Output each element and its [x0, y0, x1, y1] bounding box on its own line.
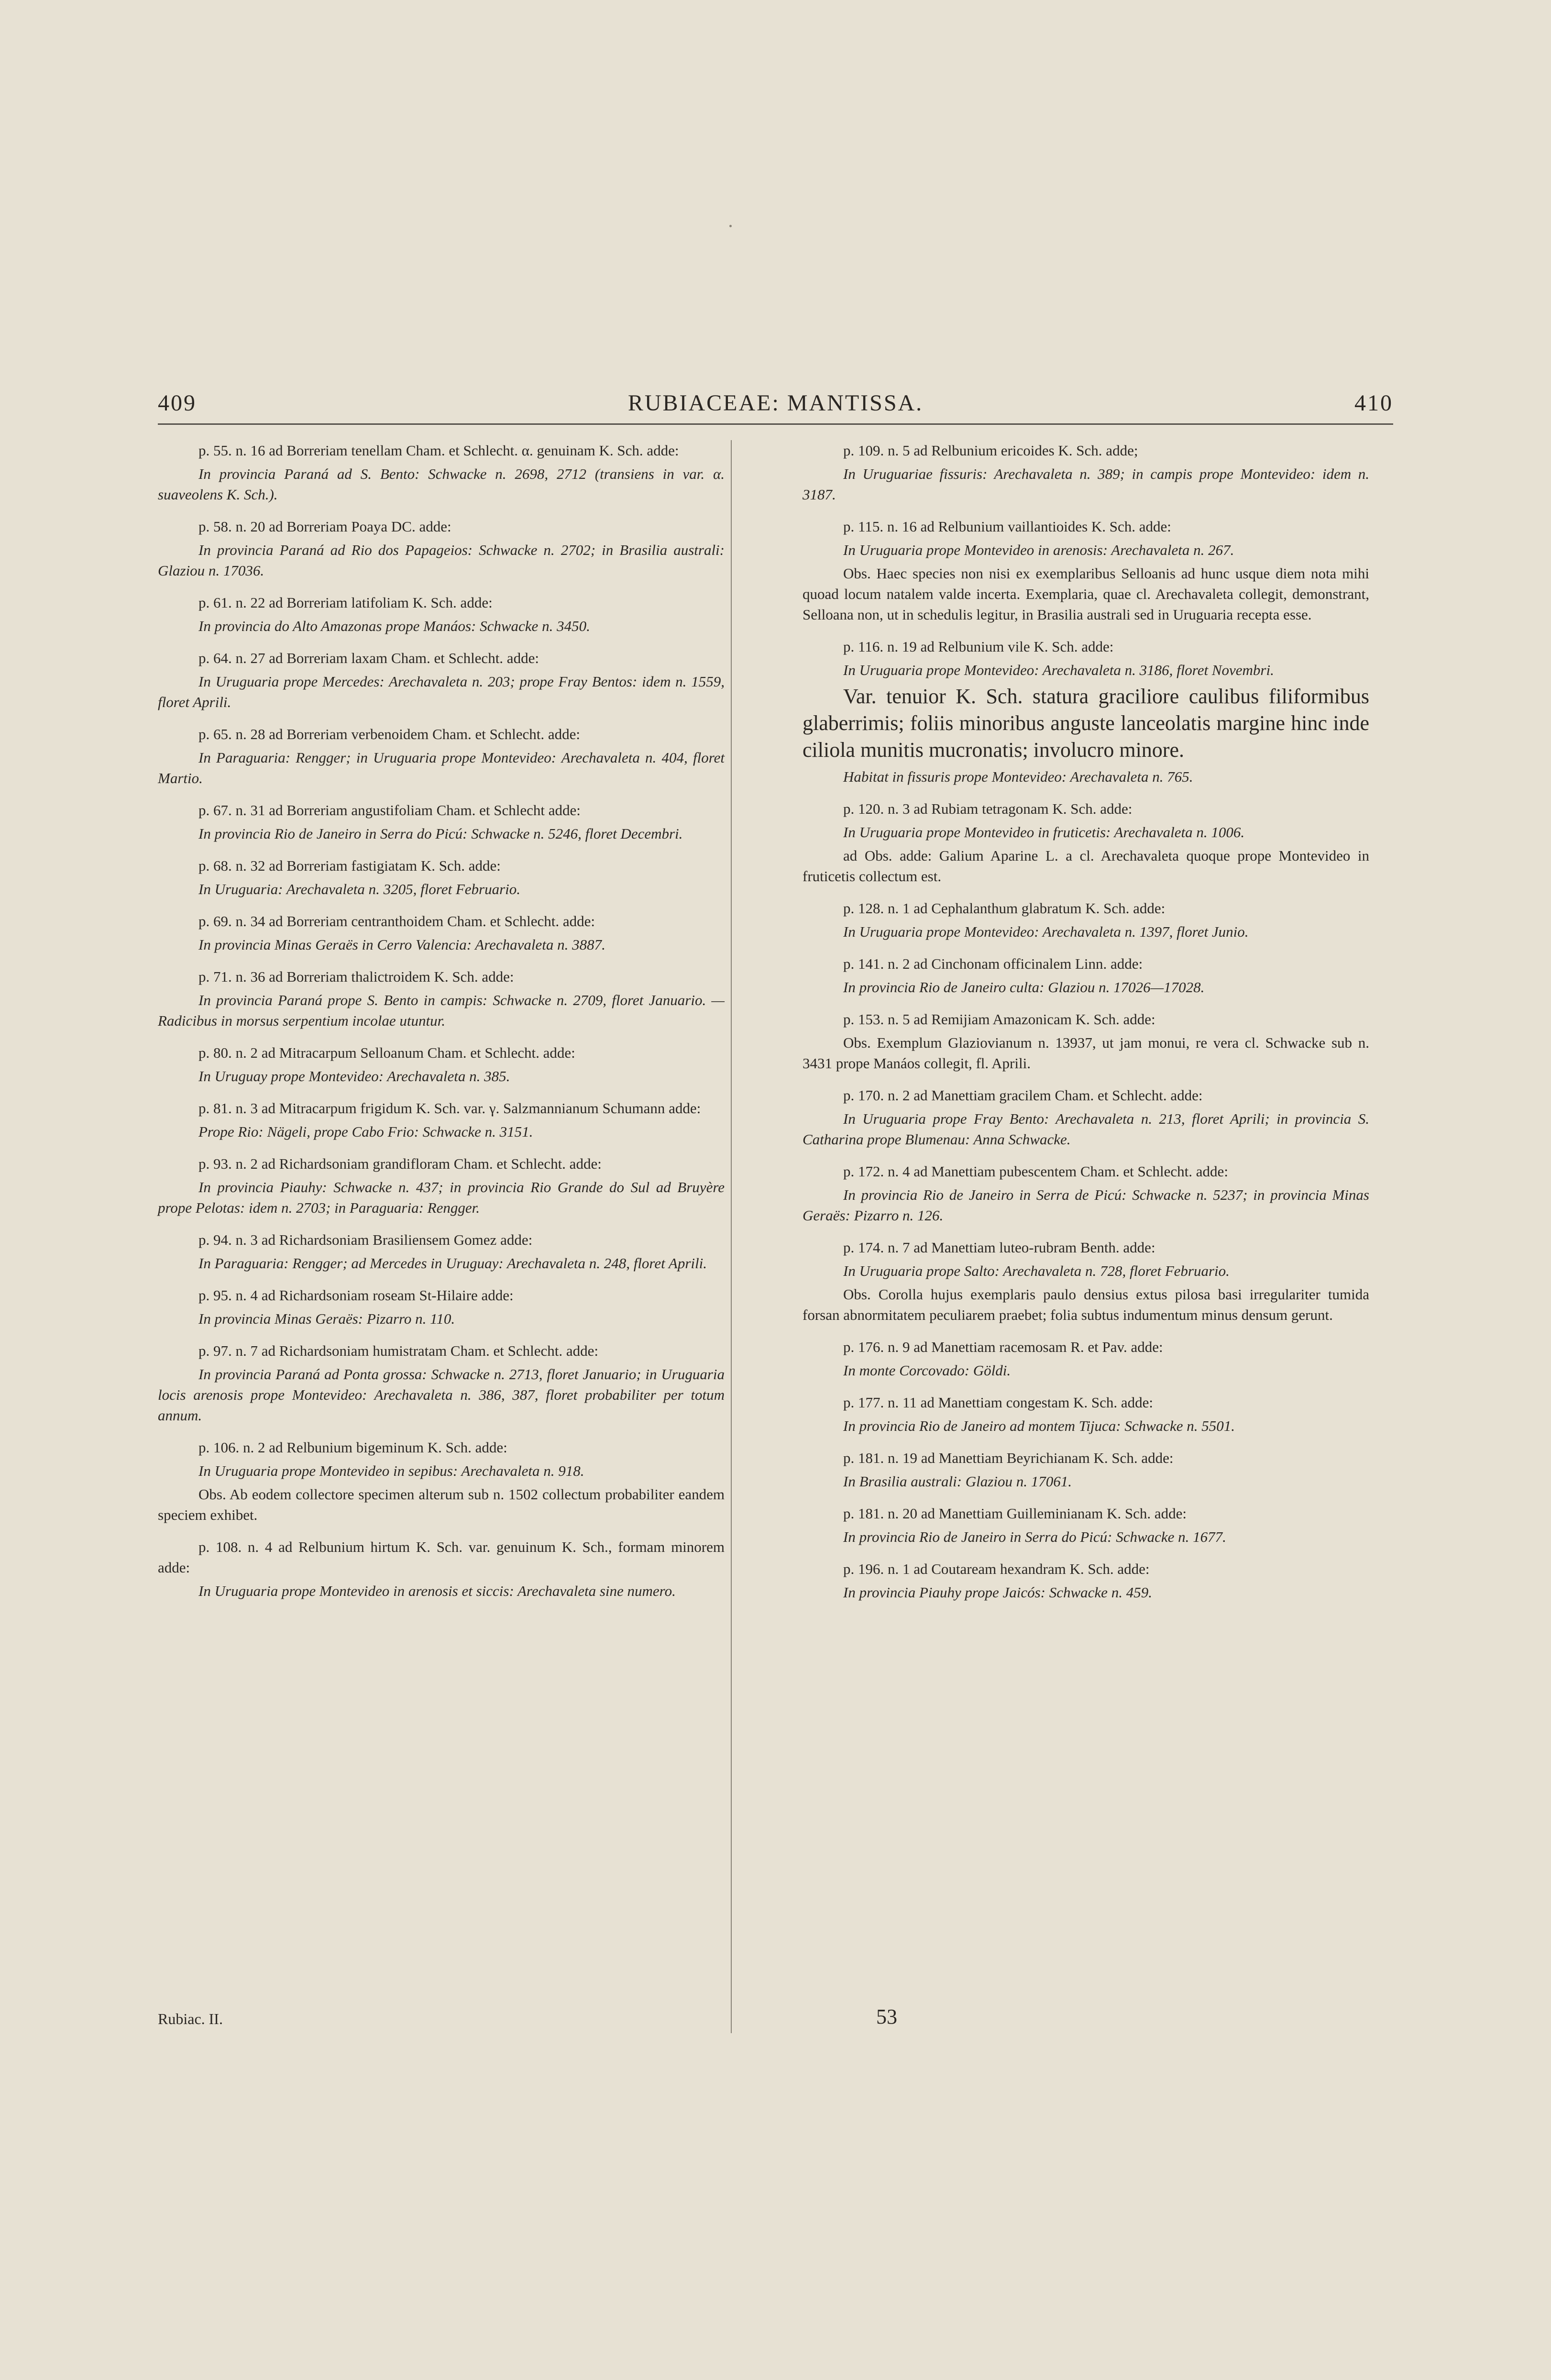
column-divider	[731, 440, 732, 2033]
page-header	[158, 390, 1393, 423]
entry-locality: In provincia Minas Geraës in Cerro Valencia: Arechavaleta n. 3887.	[198, 936, 605, 953]
entry-locality: In provincia Rio de Janeiro in Serra do Picú: Schwacke n. 1677.	[843, 1528, 1226, 1545]
entry-reference: p. 109. n. 5 ad Relbunium ericoides K. Sch. adde;	[843, 442, 1138, 459]
addendum-entry	[158, 855, 725, 899]
left-column	[158, 440, 725, 1613]
addendum-entry	[803, 1448, 1369, 1492]
entry-locality: In provincia Rio de Janeiro in Serra do Picú: Schwacke n. 5246, floret Decembri.	[198, 825, 683, 842]
addendum-entry	[158, 648, 725, 712]
entry-observation: Obs. Haec species non nisi ex exemplaribus Selloanis ad hunc usque diem nota mihi quoad locum natalem valde incerta. Exemplaria, quae cl. Arechavaleta collegit, demonstrant, Selloana non, ut in schedulis legitur, in Brasilia australi sed in Uruguaria recepta esse.	[803, 565, 1369, 623]
entry-habitat: Habitat in fissuris prope Montevideo: Arechavaleta n. 765.	[843, 768, 1193, 785]
entry-locality: In provincia Paraná prope S. Bento in campis: Schwacke n. 2709, floret Januario. — Radicibus in morsus serpentium incolae utuntur.	[158, 992, 725, 1029]
addendum-entry	[803, 898, 1369, 942]
entry-locality: In Brasilia australi: Glaziou n. 17061.	[843, 1473, 1072, 1490]
entry-reference: p. 153. n. 5 ad Remijiam Amazonicam K. Sch. adde:	[843, 1011, 1155, 1028]
page-number-left: 409	[158, 390, 197, 416]
addendum-entry	[158, 1285, 725, 1329]
entry-observation: Obs. Corolla hujus exemplaris paulo densius extus pilosa basi irregulariter tumida forsan abnormitatem peculiarem praebet; folia subtus indumentum minus densum gerunt.	[803, 1286, 1369, 1323]
addendum-entry	[803, 1009, 1369, 1074]
entry-locality: In Uruguaria prope Montevideo in arenosis: Arechavaleta n. 267.	[843, 542, 1234, 558]
entry-locality: In provincia Paraná ad Rio dos Papageios: Schwacke n. 2702; in Brasilia australi: Glaziou n. 17036.	[158, 542, 725, 579]
entry-reference: p. 81. n. 3 ad Mitracarpum frigidum K. Sch. var. γ. Salzmannianum Schumann adde:	[198, 1100, 701, 1117]
addendum-entry	[158, 1537, 725, 1601]
entry-observation: Obs. Ab eodem collectore specimen alterum sub n. 1502 collectum probabiliter eandem speciem exhibet.	[158, 1486, 725, 1523]
addendum-entry	[158, 1229, 725, 1273]
entry-reference: p. 80. n. 2 ad Mitracarpum Selloanum Cham. et Schlecht. adde:	[198, 1044, 575, 1061]
entry-locality: In Uruguaria prope Salto: Arechavaleta n. 728, floret Februario.	[843, 1262, 1230, 1279]
entry-reference: p. 128. n. 1 ad Cephalanthum glabratum K. Sch. adde:	[843, 900, 1166, 917]
entry-locality: In Uruguay prope Montevideo: Arechavaleta n. 385.	[198, 1068, 510, 1085]
addendum-entry	[158, 966, 725, 1031]
entry-reference: p. 170. n. 2 ad Manettiam gracilem Cham. et Schlecht. adde:	[843, 1087, 1203, 1104]
entry-observation: Obs. Exemplum Glaziovianum n. 13937, ut jam monui, re vera cl. Schwacke sub n. 3431 prope Manáos collegit, fl. Aprili.	[803, 1034, 1369, 1072]
addendum-entry	[803, 1237, 1369, 1325]
entry-locality: In provincia Piauhy prope Jaicós: Schwacke n. 459.	[843, 1584, 1152, 1601]
addendum-entry	[803, 636, 1369, 787]
entry-locality: In provincia do Alto Amazonas prope Manáos: Schwacke n. 3450.	[198, 618, 590, 634]
addendum-entry	[803, 1161, 1369, 1226]
entry-locality: In Uruguaria prope Montevideo: Arechavaleta n. 1397, floret Junio.	[843, 923, 1249, 940]
header-rule	[158, 423, 1393, 425]
addendum-entry	[803, 953, 1369, 997]
entry-locality: Prope Rio: Nägeli, prope Cabo Frio: Schwacke n. 3151.	[198, 1123, 533, 1140]
entry-locality: In provincia Rio de Janeiro in Serra de Picú: Schwacke n. 5237; in provincia Minas Geraës: Pizarro n. 126.	[803, 1186, 1369, 1224]
running-title: RUBIACEAE: MANTISSA.	[627, 390, 924, 416]
entry-reference: p. 55. n. 16 ad Borreriam tenellam Cham. et Schlecht. α. genuinam K. Sch. adde:	[198, 442, 679, 459]
addendum-entry	[158, 1042, 725, 1086]
entry-reference: p. 71. n. 36 ad Borreriam thalictroidem K. Sch. adde:	[198, 968, 514, 985]
entry-reference: p. 141. n. 2 ad Cinchonam officinalem Linn. adde:	[843, 955, 1143, 972]
entry-locality: In provincia Piauhy: Schwacke n. 437; in provincia Rio Grande do Sul ad Bruyère prope Pelotas: idem n. 2703; in Paraguaria: Rengger.	[158, 1179, 725, 1216]
bottom-left-label: Rubiac. II.	[158, 2010, 223, 2027]
entry-reference: p. 181. n. 20 ad Manettiam Guilleminianam K. Sch. adde:	[843, 1505, 1187, 1522]
paper-speck	[729, 225, 732, 227]
addendum-entry	[803, 1559, 1369, 1603]
entry-reference: p. 65. n. 28 ad Borreriam verbenoidem Cham. et Schlecht. adde:	[198, 726, 581, 742]
entry-reference: p. 108. n. 4 ad Relbunium hirtum K. Sch. var. genuinum K. Sch., formam minorem adde:	[158, 1539, 725, 1576]
addendum-entry	[803, 798, 1369, 886]
addendum-entry	[158, 1153, 725, 1218]
addendum-entry	[158, 724, 725, 788]
entry-locality: In Uruguaria prope Montevideo in sepibus: Arechavaleta n. 918.	[198, 1462, 584, 1479]
addendum-entry	[158, 1437, 725, 1525]
addendum-entry	[158, 516, 725, 581]
right-column	[803, 440, 1369, 1614]
entry-locality: In Uruguaria prope Montevideo in fruticetis: Arechavaleta n. 1006.	[843, 824, 1245, 841]
addendum-entry	[803, 1337, 1369, 1381]
entry-reference: p. 68. n. 32 ad Borreriam fastigiatam K. Sch. adde:	[198, 857, 501, 874]
entry-locality: In provincia Paraná ad Ponta grossa: Schwacke n. 2713, floret Januario; in Uruguaria locis arenosis prope Montevideo: Arechavaleta n. 386, 387, floret probabiliter per totum annum.	[158, 1366, 725, 1424]
addendum-entry	[803, 516, 1369, 625]
entry-locality: In Uruguariae fissuris: Arechavaleta n. 389; in campis prope Montevideo: idem n. 3187.	[803, 465, 1369, 503]
entry-locality: In provincia Rio de Janeiro ad montem Tijuca: Schwacke n. 5501.	[843, 1417, 1235, 1434]
entry-reference: p. 95. n. 4 ad Richardsoniam roseam St-Hilaire adde:	[198, 1287, 514, 1304]
entry-reference: p. 106. n. 2 ad Relbunium bigeminum K. Sch. adde:	[198, 1439, 507, 1456]
entry-locality: In Paraguaria: Rengger; in Uruguaria prope Montevideo: Arechavaleta n. 404, floret Martio.	[158, 749, 725, 786]
entry-reference: p. 177. n. 11 ad Manettiam congestam K. Sch. adde:	[843, 1394, 1153, 1411]
addendum-entry	[158, 1098, 725, 1142]
entry-locality: In Uruguaria prope Montevideo in arenosis et siccis: Arechavaleta sine numero.	[198, 1583, 676, 1599]
addendum-entry	[158, 800, 725, 844]
addendum-entry	[803, 1085, 1369, 1150]
entry-locality: In Uruguaria prope Fray Bento: Arechavaleta n. 213, floret Aprili; in provincia S. Catharina prope Blumenau: Anna Schwacke.	[803, 1110, 1369, 1148]
entry-reference: p. 174. n. 7 ad Manettiam luteo-rubram Benth. adde:	[843, 1239, 1155, 1256]
entry-locality: In Paraguaria: Rengger; ad Mercedes in Uruguay: Arechavaleta n. 248, floret Aprili.	[198, 1255, 707, 1272]
entry-reference: p. 69. n. 34 ad Borreriam centranthoidem Cham. et Schlecht. adde:	[198, 913, 595, 930]
page-number-right: 410	[1354, 390, 1393, 416]
entry-reference: p. 67. n. 31 ad Borreriam angustifoliam Cham. et Schlecht adde:	[198, 802, 581, 819]
entry-locality: In Uruguaria prope Mercedes: Arechavaleta n. 203; prope Fray Bentos: idem n. 1559, floret Aprili.	[158, 673, 725, 710]
addendum-entry	[803, 440, 1369, 505]
entry-reference: p. 115. n. 16 ad Relbunium vaillantioides K. Sch. adde:	[843, 518, 1171, 535]
addendum-entry	[158, 1340, 725, 1426]
entry-reference: p. 58. n. 20 ad Borreriam Poaya DC. adde:	[198, 518, 451, 535]
entry-reference: p. 61. n. 22 ad Borreriam latifoliam K. Sch. adde:	[198, 594, 493, 611]
entry-locality: In Uruguaria prope Montevideo: Arechavaleta n. 3186, floret Novembri.	[843, 662, 1274, 678]
entry-reference: p. 97. n. 7 ad Richardsoniam humistratam Cham. et Schlecht. adde:	[198, 1342, 598, 1359]
entry-reference: p. 172. n. 4 ad Manettiam pubescentem Cham. et Schlecht. adde:	[843, 1163, 1228, 1180]
entry-reference: p. 120. n. 3 ad Rubiam tetragonam K. Sch. adde:	[843, 800, 1133, 817]
entry-locality: In provincia Rio de Janeiro culta: Glaziou n. 17026—17028.	[843, 979, 1205, 996]
addendum-entry	[158, 592, 725, 636]
addendum-entry	[803, 1392, 1369, 1436]
entry-reference: p. 181. n. 19 ad Manettiam Beyrichianam K. Sch. adde:	[843, 1450, 1174, 1466]
entry-reference: p. 64. n. 27 ad Borreriam laxam Cham. et Schlecht. adde:	[198, 650, 539, 666]
signature-mark: 53	[876, 2005, 897, 2028]
entry-reference: p. 116. n. 19 ad Relbunium vile K. Sch. adde:	[843, 638, 1114, 655]
entry-locality: In monte Corcovado: Göldi.	[843, 1362, 1011, 1379]
entry-reference: p. 93. n. 2 ad Richardsoniam grandifloram Cham. et Schlecht. adde:	[198, 1155, 602, 1172]
entry-locality: In provincia Paraná ad S. Bento: Schwacke n. 2698, 2712 (transiens in var. α. suaveolens K. Sch.).	[158, 465, 725, 503]
entry-reference: p. 196. n. 1 ad Coutaream hexandram K. Sch. adde:	[843, 1561, 1150, 1577]
entry-variety: Var. tenuior K. Sch. statura graciliore caulibus filiformibus glaberrimis; foliis minoribus anguste lanceolatis margine hinc inde ciliola munitis mucronatis; involucro minore.	[803, 685, 1369, 762]
entry-observation: ad Obs. adde: Galium Aparine L. a cl. Arechavaleta quoque prope Montevideo in fruticetis collectum est.	[803, 847, 1369, 885]
entry-reference: p. 94. n. 3 ad Richardsoniam Brasiliensem Gomez adde:	[198, 1231, 533, 1248]
addendum-entry	[158, 911, 725, 955]
addendum-entry	[158, 440, 725, 505]
entry-locality: In Uruguaria: Arechavaleta n. 3205, floret Februario.	[198, 881, 521, 897]
entry-reference: p. 176. n. 9 ad Manettiam racemosam R. et Pav. adde:	[843, 1339, 1163, 1355]
addendum-entry	[803, 1503, 1369, 1547]
entry-locality: In provincia Minas Geraës: Pizarro n. 110.	[198, 1310, 455, 1327]
